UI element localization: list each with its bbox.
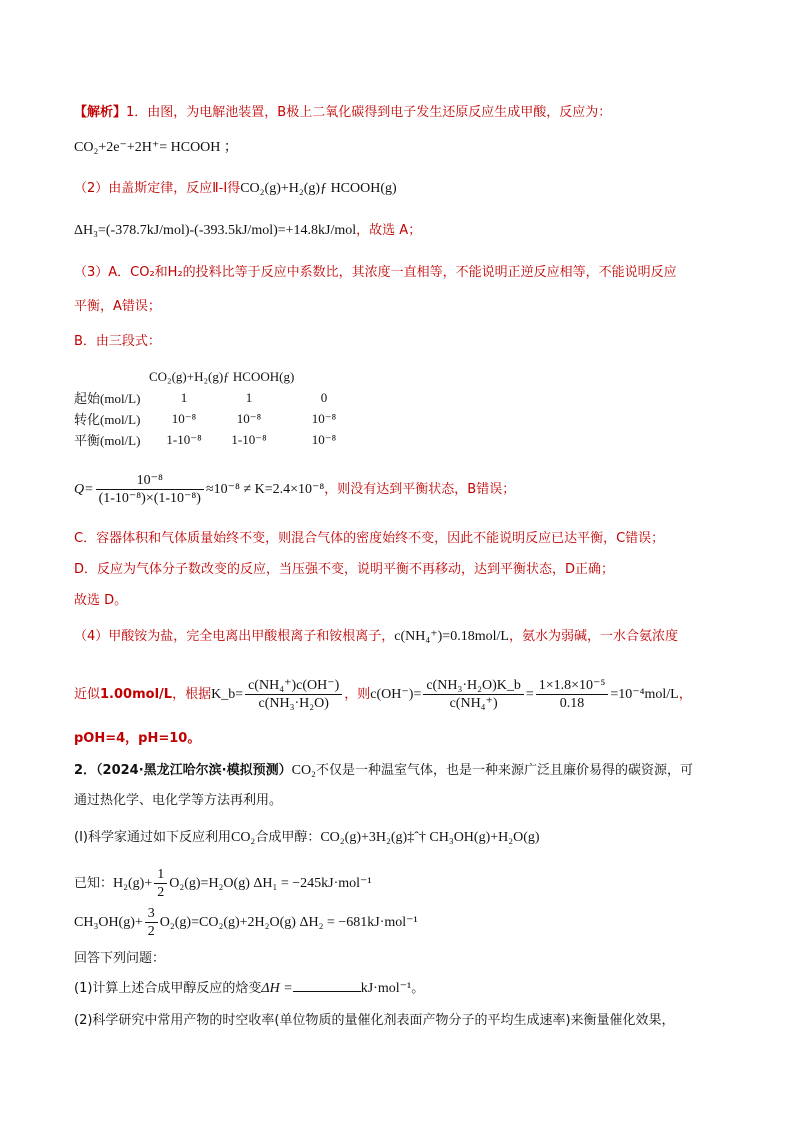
three-stage-cell: 10⁻⁸ [311,431,337,447]
three-stage-label: 平衡(mol/L) [74,433,141,448]
table-row [74,387,369,408]
analysis-choose-d: 故选 D。 [74,593,128,608]
analysis-d-line: D．反应为气体分子数改变的反应，当压强不变，说明平衡不再移动，达到平衡状态，D正确； [74,562,615,577]
q2-known2-fraction [145,905,158,940]
three-stage-header: CO₂(g)+H₂(g)ƒ HCOOH(g) [149,368,295,384]
q2-q2-line: (2)科学研究中常用产物的时空收率(单位物质的量催化剂表面产物分子的平均生成速率)来衡量催化效果， [74,1013,675,1028]
q-numerator: 10⁻⁸ [96,472,204,490]
q2-known2-line [74,905,418,940]
table-row [74,408,369,429]
q2-part1-equation: CO₂(g)+3H₂(g)‡ˆ† CH₃OH(g)+H₂O(g) [320,830,540,845]
q2-intro-line1 [74,762,693,780]
three-stage-cell: 0 [320,389,328,405]
three-stage-cell: 10⁻⁸ [311,410,337,426]
kb-fraction [245,677,342,712]
p4-conc: 1.00mol/L [100,687,173,702]
oh-fraction [423,677,524,712]
analysis-p1-text: 1．由图，为电解池装置，B极上二氧化碳得到电子发生还原反应生成甲酸，反应为： [126,105,612,120]
p4-according: ，根据 [172,687,212,702]
analysis-label: 【解析】 [74,105,127,120]
analysis-p2-text: （2）由盖斯定律，反应Ⅱ-Ⅰ得 [74,181,241,196]
oh-denominator: c(NH₄⁺) [449,696,498,711]
p4-text-b: ，氨水为弱碱，一水合氨浓度 [508,629,678,644]
oh-eq2: = [525,687,534,702]
analysis-c-line: C．容器体积和气体质量始终不变，则混合气体的密度始终不变，因此不能说明反应已达平衡，C错误； [74,531,665,546]
q2-intro-text: 不仅是一种温室气体，也是一种来源广泛且廉价易得的碳资源，可 [315,763,693,778]
analysis-q-line [74,472,515,507]
analysis-p2-equation: CO₂(g)+H₂(g)ƒ HCOOH(g) [240,181,397,196]
q2-intro-line2: 通过热化学、电化学等方法再利用。 [74,793,283,808]
oh-numerator-2: 1×1.8×10⁻⁵ [536,677,609,695]
analysis-p3-b: B．由三段式： [74,334,161,349]
kb-lhs: K_b= [211,687,244,702]
q2-co2: CO₂ [291,763,316,778]
q2-part1-line [74,829,540,847]
three-stage-label: 起始(mol/L) [74,391,141,406]
three-stage-cell: 1 [245,389,253,405]
q-tail: ，则没有达到平衡状态，B错误； [324,482,516,497]
three-stage-cell: 1-10⁻⁸ [231,431,267,447]
q2-known1-line [74,866,372,901]
oh-lhs: c(OH⁻)= [370,687,422,702]
q2-part1-text-a: (Ⅰ)科学家通过如下反应利用 [74,830,231,845]
p4-approx: 近似 [74,687,101,702]
three-stage-cell: 1-10⁻⁸ [166,431,202,447]
oh-denominator-2: 0.18 [559,696,585,711]
q-rest: ≈10⁻⁸ ≠ K=2.4×10⁻⁸ [205,482,325,497]
q2-part1-text-b: 合成甲醇： [255,830,321,845]
q2-known1-frac-num: 1 [154,866,167,884]
q-prefix: Q= [74,482,94,497]
oh-result: =10⁻⁴mol/L [610,687,679,702]
table-row [74,429,369,450]
analysis-p2-dh-line [74,222,421,240]
q2-q1-dh: ΔH = [261,981,293,996]
analysis-p2-dh: ΔH₃=(-378.7kJ/mol)-(-393.5kJ/mol)=+14.8kJ/mol [74,223,357,238]
q2-known2-b: O₂(g)=CO₂(g)+2H₂O(g) ΔH₂ = −681kJ·mol⁻¹ [159,915,418,930]
q2-known1-frac-den: 2 [157,885,165,900]
oh-numerator: c(NH₃·H₂O)K_b [423,677,524,695]
p4-comma: ， [678,687,692,702]
oh-fraction-2 [536,677,609,712]
analysis-p3-line2: 平衡，A错误； [74,299,161,314]
q-fraction [96,472,204,507]
answer-blank[interactable] [293,978,361,992]
q2-source: 2．（2024·黑龙江哈尔滨·模拟预测） [74,763,292,778]
q2-answer-prompt: 回答下列问题： [74,951,166,966]
three-stage-header-row [74,366,369,387]
q2-q1-end: 。 [411,981,425,996]
analysis-p3-line1: （3）A．CO₂和H₂的投料比等于反应中系数比，其浓度一直相等，不能说明正逆反应相等，不能说明反应 [74,265,677,280]
p4-nh4: c(NH₄⁺)=0.18mol/L [394,629,509,644]
q2-q1-line [74,978,424,998]
q2-known1-a: H₂(g)+ [113,876,153,891]
analysis-line-1 [74,104,611,122]
analysis-p4-line1 [74,628,678,646]
kb-numerator: c(NH₄⁺)c(OH⁻) [245,677,342,695]
q2-known2-frac-num: 3 [145,905,158,923]
three-stage-cell: 10⁻⁸ [236,410,262,426]
analysis-ph-line: pOH=4，pH=10。 [74,731,201,746]
q2-known2-a: CH₃OH(g)+ [74,915,143,930]
q2-known1-fraction [154,866,167,901]
q2-q1-unit: kJ·mol⁻¹ [360,981,412,996]
q-denominator: (1-10⁻⁸)×(1-10⁻⁸) [98,491,201,506]
three-stage-table [74,366,369,450]
kb-denominator: c(NH₃·H₂O) [258,696,329,711]
analysis-p2-line [74,180,397,198]
q2-q1-text: (1)计算上述合成甲醇反应的焓变 [74,981,262,996]
p4-then: ，则 [344,687,371,702]
p4-text-a: （4）甲酸铵为盐，完全电离出甲酸根离子和铵根离子， [74,629,395,644]
three-stage-cell: 1 [180,389,188,405]
analysis-p4-line2 [74,677,692,712]
analysis-p1-equation: CO₂+2e⁻+2H⁺= HCOOH ； [74,140,238,155]
three-stage-label: 转化(mol/L) [74,412,141,427]
analysis-p2-tail: ，故选 A； [356,223,422,238]
q2-known1-b: O₂(g)=H₂O(g) ΔH₁ = −245kJ·mol⁻¹ [169,876,372,891]
three-stage-cell: 10⁻⁸ [171,410,197,426]
q2-known-label: 已知： [74,876,114,891]
q2-known2-frac-den: 2 [147,924,155,939]
q2-part1-co2: CO₂ [230,830,256,845]
